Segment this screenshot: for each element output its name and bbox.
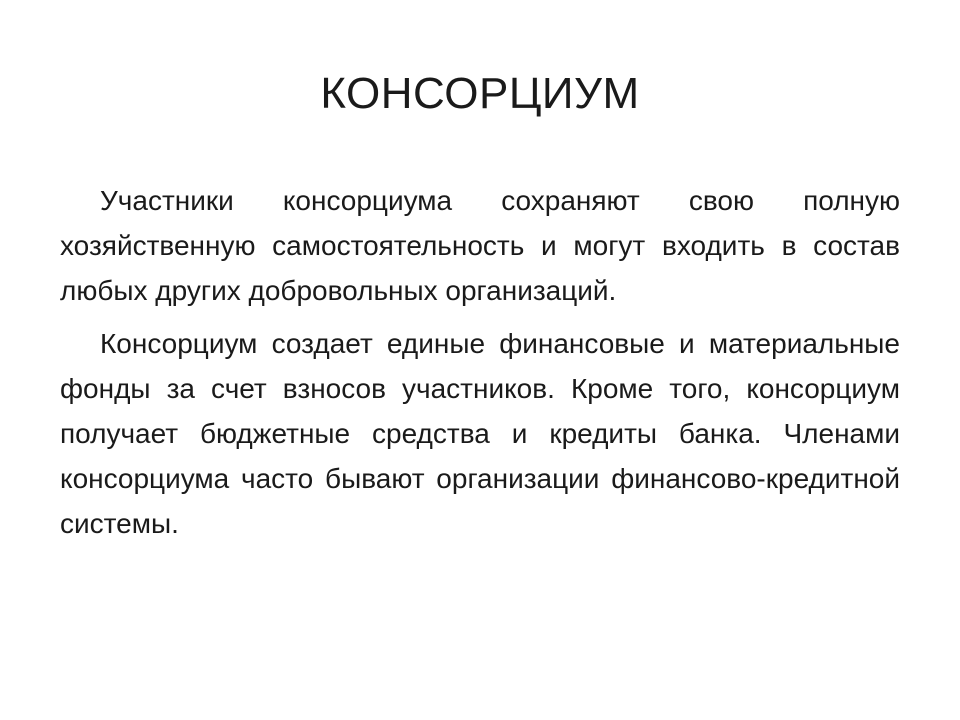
body-paragraph-participants: Участники консорциума сохраняют свою полную хозяйственную самостоятельность и могут входить в состав любых других добровольных организаций. bbox=[60, 185, 900, 306]
body-paragraph-funds: Консорциум создает единые финансовые и материальные фонды за счет взносов участников. Кроме того, консорциум получает бюджетные средства и кредиты банка. Членами консорциума часто бывают организации финансово-кредитной системы. bbox=[60, 328, 900, 539]
slide-body bbox=[60, 178, 900, 554]
slide-title: КОНСОРЦИУМ bbox=[320, 69, 640, 118]
